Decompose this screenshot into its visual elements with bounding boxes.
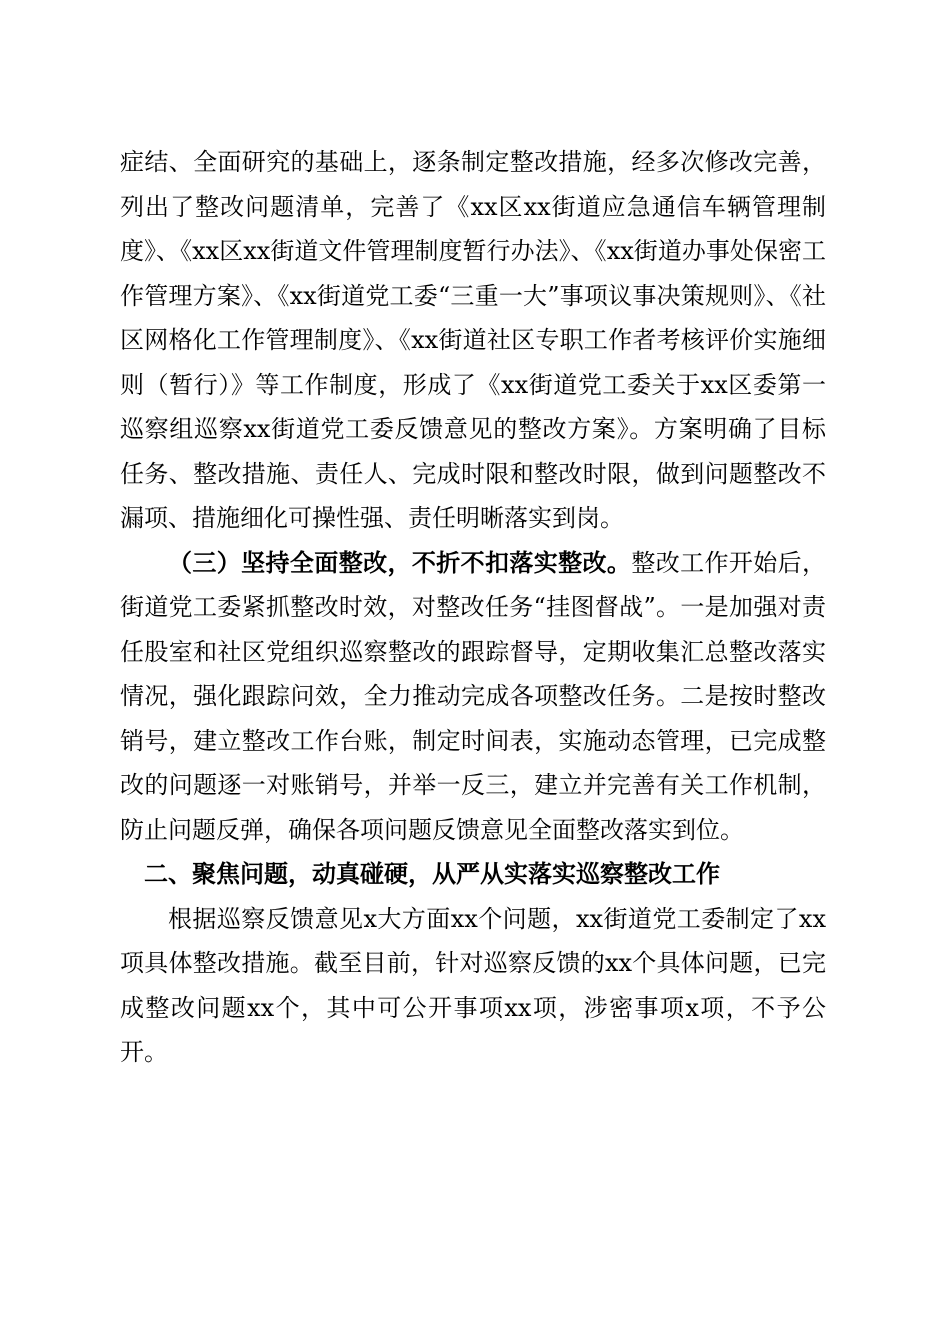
section-heading: 二、聚焦问题，动真碰硬，从严从实落实巡察整改工作 bbox=[144, 860, 720, 888]
paragraph-full-rectification bbox=[120, 541, 826, 853]
paragraph-measures: 症结、全面研究的基础上，逐条制定整改措施，经多次修改完善，列出了整改问题清单，完善了《xx区xx街道应急通信车辆管理制度》、《xx区xx街道文件管理制度暂行办法》、《xx街道办事处保密工作管理方案》、《xx街道党工委“三重一大”事项议事决策规则》、《社区网格化工作管理制度》、《xx街道社区专职工作者考核评价实施细则（暂行）》等工作制度，形成了《xx街道党工委关于xx区委第一巡察组巡察xx街道党工委反馈意见的整改方案》。方案明确了目标任务、整改措施、责任人、完成时限和整改时限，做到问题整改不漏项、措施细化可操性强、责任明晰落实到岗。 bbox=[120, 148, 826, 532]
paragraph-lead-heading: （三）坚持全面整改，不折不扣落实整改。 bbox=[168, 547, 632, 577]
paragraph-body: 整改工作开始后，街道党工委紧抓整改时效，对整改任务“挂图督战”。一是加强对责任股室和社区党组织巡察整改的跟踪督导，定期收集汇总整改落实情况，强化跟踪问效，全力推动完成各项整改任务。二是按时整改销号，建立整改工作台账，制定时间表，实施动态管理，已完成整改的问题逐一对账销号，并举一反三，建立并完善有关工作机制，防止问题反弹，确保各项问题反馈意见全面整改落实到位。 bbox=[120, 548, 827, 844]
paragraph-progress: 根据巡察反馈意见x大方面xx个问题，xx街道党工委制定了xx项具体整改措施。截至目前，针对巡察反馈的xx个具体问题，已完成整改问题xx个，其中可公开事项xx项，涉密事项x项，不予公开。 bbox=[120, 904, 826, 1066]
document-page bbox=[120, 140, 826, 1075]
